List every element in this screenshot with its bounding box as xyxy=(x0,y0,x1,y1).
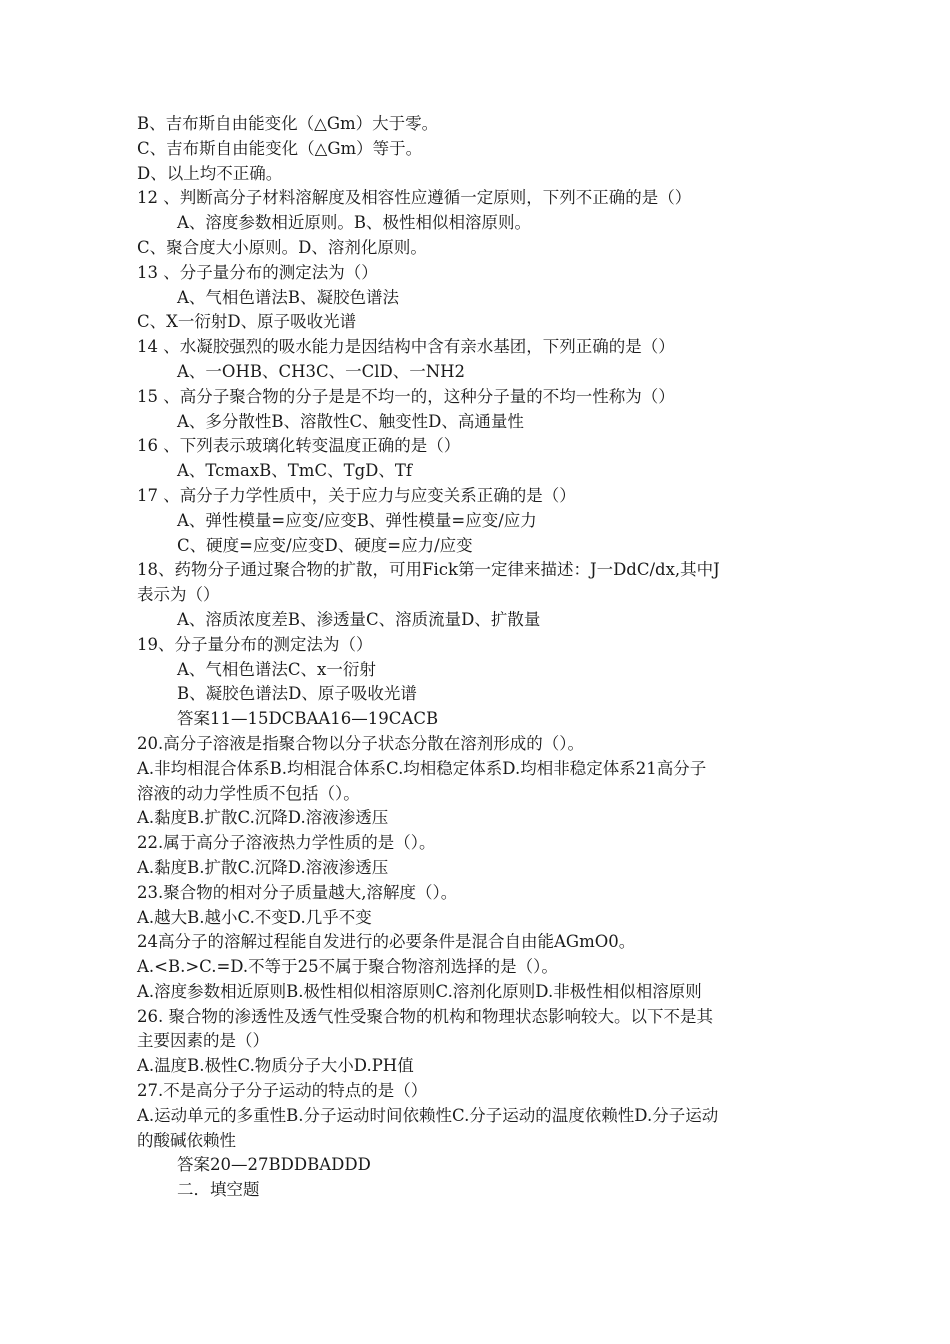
text-line: A、TcmaxB、TmC、TgD、Tf xyxy=(177,461,412,481)
text-line: A、弹性模量=应变/应变B、弹性模量=应变/应力 xyxy=(177,510,537,530)
document-body xyxy=(137,112,827,1203)
text-line: 26. 聚合物的渗透性及透气性受聚合物的机构和物理状态影响较大。以下不是其 xyxy=(137,1006,713,1026)
text-line: 12 、判断高分子材料溶解度及相容性应遵循一定原则，下列不正确的是（） xyxy=(137,188,692,208)
text-line: 23.聚合物的相对分子质量越大,溶解度（）。 xyxy=(137,882,458,902)
text-line: C、硬度=应变/应变D、硬度=应力/应变 xyxy=(177,535,473,555)
text-line: 13 、分子量分布的测定法为（） xyxy=(137,262,378,282)
text-line: A.黏度B.扩散C.沉降D.溶液渗透压 xyxy=(137,808,389,828)
text-line: 溶液的动力学性质不包括（）。 xyxy=(137,783,360,803)
text-line: A.黏度B.扩散C.沉降D.溶液渗透压 xyxy=(137,857,389,877)
text-line: 18、药物分子通过聚合物的扩散，可用Fick第一定律来描述：J一DdC/dx,其中J xyxy=(137,560,720,580)
text-line: 答案11—15DCBAA16—19CACB xyxy=(177,709,439,729)
text-line: C、吉布斯自由能变化（△Gm）等于。 xyxy=(137,138,423,158)
text-line: 二．填空题 xyxy=(177,1180,260,1200)
text-line: A、气相色谱法C、x一衍射 xyxy=(177,659,376,679)
text-line: 27.不是高分子分子运动的特点的是（） xyxy=(137,1081,428,1101)
text-line: 20.高分子溶液是指聚合物以分子状态分散在溶剂形成的（）。 xyxy=(137,733,584,753)
text-line: 14 、水凝胶强烈的吸水能力是因结构中含有亲水基团，下列正确的是（） xyxy=(137,337,675,357)
text-line: A.溶度参数相近原则B.极性相似相溶原则C.溶剂化原则D.非极性相似相溶原则 xyxy=(137,981,702,1001)
text-line: A.非均相混合体系B.均相混合体系C.均相稳定体系D.均相非稳定体系21高分子 xyxy=(137,758,707,778)
text-line: A、多分散性B、溶散性C、触变性D、高通量性 xyxy=(177,411,524,431)
text-line: 表示为（） xyxy=(137,585,220,605)
text-line: 主要因素的是（） xyxy=(137,1031,269,1051)
text-line: A、溶度参数相近原则。B、极性相似相溶原则。 xyxy=(177,213,532,233)
text-line: A、气相色谱法B、凝胶色谱法 xyxy=(177,287,400,307)
text-line: 16 、下列表示玻璃化转变温度正确的是（） xyxy=(137,436,461,456)
text-line: A、一OHB、CH3C、一ClD、一NH2 xyxy=(177,361,466,381)
text-line: A.越大B.越小C.不变D.几乎不变 xyxy=(137,907,372,927)
text-line: A.<B.>C.=D.不等于25不属于聚合物溶剂选择的是（）。 xyxy=(137,957,558,977)
text-line: 15 、高分子聚合物的分子是是不均一的，这种分子量的不均一性称为（） xyxy=(137,386,675,406)
text-line: B、吉布斯自由能变化（△Gm）大于零。 xyxy=(137,114,439,133)
text-line: 24高分子的溶解过程能自发进行的必要条件是混合自由能AGmO0。 xyxy=(137,932,636,952)
text-line: 19、分子量分布的测定法为（） xyxy=(137,634,373,654)
text-line: D、以上均不正确。 xyxy=(137,163,283,183)
text-line: B、凝胶色谱法D、原子吸收光谱 xyxy=(177,684,417,704)
text-line: 22.属于高分子溶液热力学性质的是（）。 xyxy=(137,833,436,853)
text-line: C、聚合度大小原则。D、溶剂化原则。 xyxy=(137,237,427,257)
text-line: 的酸碱依赖性 xyxy=(137,1130,236,1150)
text-line: 答案20—27BDDBADDD xyxy=(177,1155,371,1175)
text-line: C、X一衍射D、原子吸收光谱 xyxy=(137,312,357,332)
text-line: A.运动单元的多重性B.分子运动时间依赖性C.分子运动的温度依赖性D.分子运动 xyxy=(137,1105,719,1125)
text-line: 17 、高分子力学性质中，关于应力与应变关系正确的是（） xyxy=(137,485,576,505)
text-line: A.温度B.极性C.物质分子大小D.PH值 xyxy=(137,1056,414,1076)
text-line: A、溶质浓度差B、渗透量C、溶质流量D、扩散量 xyxy=(177,609,541,629)
